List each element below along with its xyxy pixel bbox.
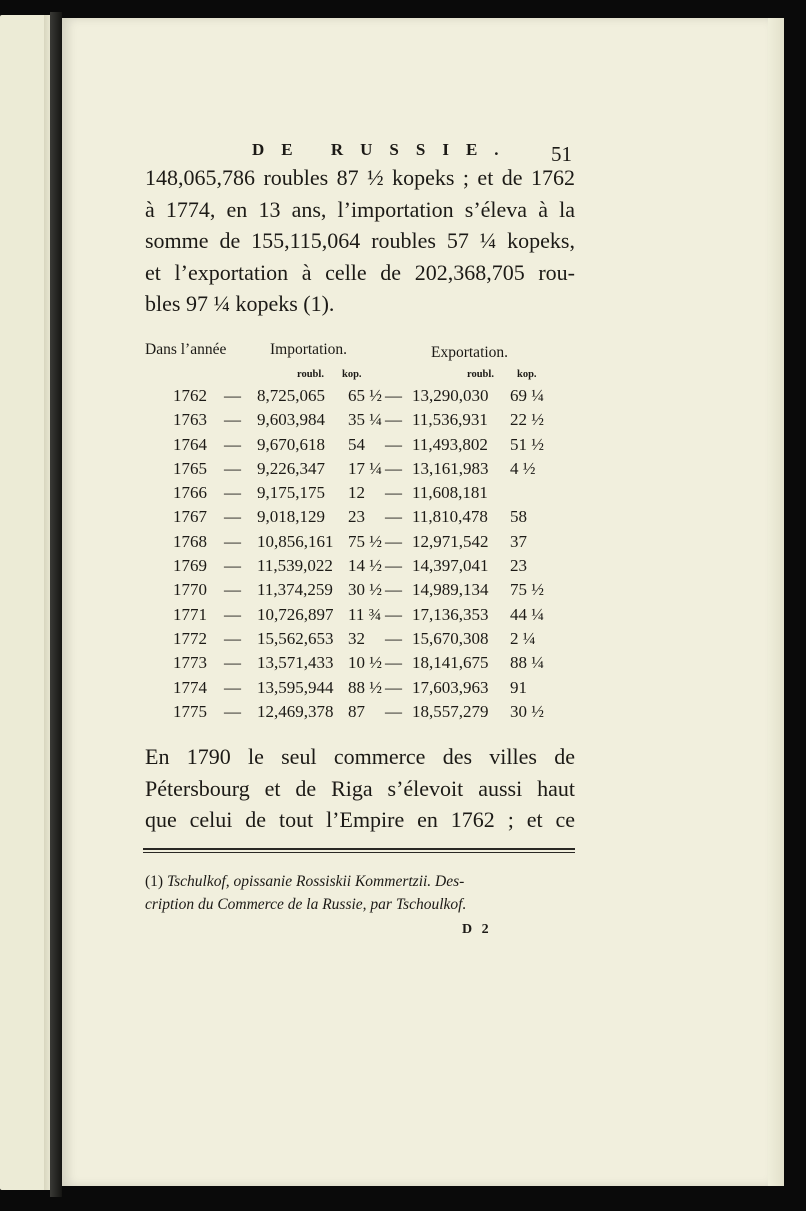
header-exportation: Exportation. — [431, 344, 509, 361]
cell-export-kopeks: 75 ½ — [510, 580, 544, 600]
cell-export-kopeks: 51 ½ — [510, 434, 544, 454]
page-edge — [768, 18, 784, 1186]
cell-dash: — — [385, 604, 402, 624]
cell-dash: — — [385, 434, 402, 454]
cell-import-kopeks: 54 — [348, 434, 365, 454]
cell-import-kopeks: 35 ¼ — [348, 410, 382, 430]
cell-export-roubles: 18,557,279 — [412, 701, 489, 721]
text-line: et l’exportation à celle de 202,368,705 rou- — [145, 259, 575, 285]
cell-export-roubles: 17,603,963 — [412, 677, 489, 697]
cell-import-kopeks: 17 ¼ — [348, 458, 382, 478]
table-row — [145, 483, 565, 507]
cell-export-roubles: 14,989,134 — [412, 580, 489, 600]
table-row — [145, 507, 565, 531]
cell-export-kopeks: 23 — [510, 556, 527, 576]
cell-import-roubles: 9,175,175 — [257, 483, 325, 503]
cell-import-kopeks: 65 ½ — [348, 386, 382, 405]
unit-import-roubles: roubl. — [297, 369, 324, 380]
table-row — [145, 702, 565, 726]
cell-export-roubles: 17,136,353 — [412, 604, 489, 624]
cell-dash: — — [224, 483, 241, 503]
signature-mark: D 2 — [462, 922, 492, 937]
table-units — [145, 369, 565, 385]
cell-year: 1767 — [173, 507, 207, 527]
cell-import-roubles: 9,603,984 — [257, 410, 325, 430]
cell-import-kopeks: 10 ½ — [348, 653, 382, 673]
cell-export-kopeks: 2 ¼ — [510, 628, 536, 648]
footnote-rule-thin — [143, 852, 575, 853]
cell-export-roubles: 11,810,478 — [412, 507, 488, 527]
cell-import-roubles: 13,595,944 — [257, 677, 334, 697]
cell-import-roubles: 9,670,618 — [257, 434, 325, 454]
cell-dash: — — [224, 386, 241, 405]
cell-export-kopeks: 4 ½ — [510, 458, 536, 478]
book-gutter — [50, 12, 62, 1197]
table-header — [145, 338, 565, 368]
cell-export-kopeks: 44 ¼ — [510, 604, 544, 624]
cell-dash: — — [385, 653, 402, 673]
cell-export-roubles: 13,161,983 — [412, 458, 489, 478]
cell-year: 1775 — [173, 701, 207, 721]
cell-dash: — — [224, 580, 241, 600]
table-row — [145, 532, 565, 556]
cell-dash: — — [224, 701, 241, 721]
paragraph-2 — [145, 741, 575, 836]
unit-export-roubles: roubl. — [467, 369, 494, 380]
cell-import-kopeks: 14 ½ — [348, 556, 382, 576]
cell-year: 1772 — [173, 628, 207, 648]
cell-dash: — — [385, 410, 402, 430]
cell-export-roubles: 13,290,030 — [412, 386, 489, 405]
page-number: 51 — [551, 142, 572, 166]
cell-export-kopeks: 58 — [510, 507, 527, 527]
text-line: En 1790 le seul commerce des villes de — [145, 744, 575, 769]
table-row — [145, 435, 565, 459]
cell-export-roubles: 14,397,041 — [412, 556, 489, 576]
cell-dash: — — [385, 458, 402, 478]
cell-year: 1766 — [173, 483, 207, 503]
cell-import-roubles: 10,856,161 — [257, 531, 334, 551]
facing-page — [0, 15, 50, 1190]
cell-dash: — — [224, 458, 241, 478]
cell-import-kopeks: 32 — [348, 628, 365, 648]
cell-export-roubles: 15,670,308 — [412, 628, 489, 648]
cell-dash: — — [224, 556, 241, 576]
cell-export-kopeks: 91 — [510, 677, 527, 697]
table-row — [145, 605, 565, 629]
cell-import-roubles: 9,226,347 — [257, 458, 325, 478]
cell-export-roubles: 11,536,931 — [412, 410, 488, 430]
unit-export-kopeks: kop. — [517, 369, 537, 380]
cell-export-kopeks: 69 ¼ — [510, 386, 544, 405]
table-row — [145, 678, 565, 702]
text-line: somme de 155,115,064 roubles 57 ¼ kopeks, — [145, 228, 575, 253]
text-line: Pétersbourg et de Riga s’élevoit aussi haut — [145, 775, 575, 801]
table-row — [145, 386, 565, 410]
footnote-rule — [143, 848, 575, 850]
cell-year: 1768 — [173, 531, 207, 551]
cell-year: 1774 — [173, 677, 207, 697]
cell-import-roubles: 11,374,259 — [257, 580, 333, 600]
cell-year: 1763 — [173, 410, 207, 430]
cell-import-kopeks: 87 — [348, 701, 365, 721]
cell-dash: — — [224, 531, 241, 551]
table-row — [145, 459, 565, 483]
cell-dash: — — [385, 580, 402, 600]
cell-import-kopeks: 75 ½ — [348, 531, 382, 551]
cell-export-roubles: 12,971,542 — [412, 531, 489, 551]
running-title: DE RUSSIE. — [252, 140, 516, 159]
cell-year: 1764 — [173, 434, 207, 454]
cell-dash: — — [224, 677, 241, 697]
text-line: 148,065,786 roubles 87 ½ kopeks ; et de 1762 — [145, 165, 575, 190]
footnote-text-2: cription du Commerce de la Russie, par Tschoulkof. — [145, 896, 467, 913]
cell-export-roubles: 18,141,675 — [412, 653, 489, 673]
table-row — [145, 580, 565, 604]
table-body — [145, 386, 565, 726]
cell-export-kopeks: 37 — [510, 531, 527, 551]
cell-dash: — — [385, 483, 402, 503]
cell-import-roubles: 11,539,022 — [257, 556, 333, 576]
table-row — [145, 556, 565, 580]
cell-dash: — — [224, 507, 241, 527]
cell-import-kopeks: 23 — [348, 507, 365, 527]
table-row — [145, 629, 565, 653]
cell-export-kopeks: 30 ½ — [510, 701, 544, 721]
cell-import-kopeks: 88 ½ — [348, 677, 382, 697]
cell-year: 1765 — [173, 458, 207, 478]
cell-dash: — — [385, 701, 402, 721]
table-row — [145, 653, 565, 677]
cell-dash: — — [224, 653, 241, 673]
cell-export-kopeks: 22 ½ — [510, 410, 544, 430]
cell-year: 1762 — [173, 386, 207, 405]
header-importation: Importation. — [270, 341, 348, 358]
cell-dash: — — [385, 677, 402, 697]
footnote-line-1 — [145, 870, 575, 893]
cell-import-roubles: 10,726,897 — [257, 604, 334, 624]
cell-import-roubles: 9,018,129 — [257, 507, 325, 527]
cell-dash: — — [224, 628, 241, 648]
text-line: à 1774, en 13 ans, l’importation s’éleva à la — [145, 196, 575, 222]
cell-export-roubles: 11,493,802 — [412, 434, 488, 454]
unit-import-kopeks: kop. — [342, 369, 362, 380]
table-row — [145, 410, 565, 434]
cell-dash: — — [224, 434, 241, 454]
footnote — [145, 870, 575, 916]
cell-dash: — — [385, 628, 402, 648]
cell-dash: — — [385, 556, 402, 576]
cell-year: 1773 — [173, 653, 207, 673]
cell-import-roubles: 13,571,433 — [257, 653, 334, 673]
text-line: bles 97 ¼ kopeks (1). — [145, 291, 335, 316]
cell-import-roubles: 12,469,378 — [257, 701, 334, 721]
cell-dash: — — [385, 531, 402, 551]
footnote-text-1: Tschulkof, opissanie Rossiskii Kommertzii. Des- — [166, 873, 465, 890]
cell-export-kopeks: 88 ¼ — [510, 653, 544, 673]
cell-export-roubles: 11,608,181 — [412, 483, 488, 503]
cell-dash: — — [224, 410, 241, 430]
cell-import-roubles: 15,562,653 — [257, 628, 334, 648]
cell-year: 1770 — [173, 580, 207, 600]
header-year: Dans l’année — [145, 341, 227, 358]
paragraph-1 — [145, 162, 575, 320]
cell-import-kopeks: 30 ½ — [348, 580, 382, 600]
footnote-marker: (1) — [145, 873, 164, 890]
cell-import-roubles: 8,725,065 — [257, 386, 325, 405]
cell-dash: — — [385, 386, 402, 405]
cell-year: 1771 — [173, 604, 207, 624]
cell-dash: — — [224, 604, 241, 624]
cell-import-kopeks: 11 ¾ — [348, 604, 382, 624]
cell-import-kopeks: 12 — [348, 483, 365, 503]
cell-dash: — — [385, 507, 402, 527]
text-line: que celui de tout l’Empire en 1762 ; et ce — [145, 807, 575, 832]
cell-year: 1769 — [173, 556, 207, 576]
